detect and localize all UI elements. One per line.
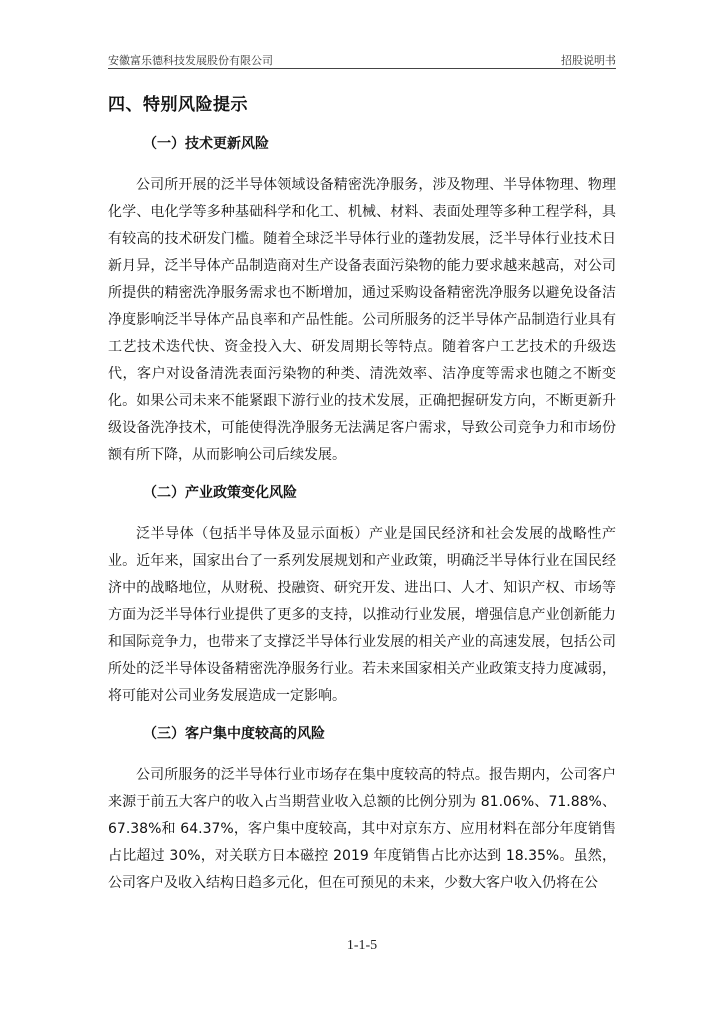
subsection-title-policy-risk: （二）产业政策变化风险 xyxy=(143,485,297,501)
header-document-type: 招股说明书 xyxy=(561,54,616,67)
section-title: 四、特别风险提示 xyxy=(108,95,248,115)
subsection-body-policy-risk: 泛半导体（包括半导体及显示面板）产业是国民经济和社会发展的战略性产业。近年来，国家出台了一系列发展规划和产业政策，明确泛半导体行业在国民经济中的战略地位，从财税、投融资、研究开发、进出口、人才、知识产权、市场等方面为泛半导体行业提供了更多的支持，以推动行业发展，增强信息产业创新能力和国际竞争力，也带来了支撑泛半导体行业发展的相关产业的高速发展，包括公司所处的泛半导体设备精密洗净服务行业。若未来国家相关产业政策支持力度减弱，将可能对公司业务发展造成一定影响。 xyxy=(108,526,616,704)
page-number: 1-1-5 xyxy=(346,938,378,953)
subsection-body-technology-risk: 公司所开展的泛半导体领域设备精密洗净服务，涉及物理、半导体物理、物理化学、电化学等多种基础科学和化工、机械、材料、表面处理等多种工程学科，具有较高的技术研发门槛。随着全球泛半导体行业的蓬勃发展，泛半导体行业技术日新月异，泛半导体产品制造商对生产设备表面污染物的能力要求越来越高，对公司所提供的精密洗净服务需求也不断增加，通过采购设备精密洗净服务以避免设备洁净度影响泛半导体产品良率和产品性能。公司所服务的泛半导体产品制造行业具有工艺技术迭代快、资金投入大、研发周期长等特点。随着客户工艺技术的升级迭代，客户对设备清洗表面污染物的种类、清洗效率、洁净度等需求也随之不断变化。如果公司未来不能紧跟下游行业的技术发展，正确把握研发方向，不断更新升级设备洗净技术，可能使得洗净服务无法满足客户需求，导致公司竞争力和市场份额有所下降，从而影响公司后续发展。 xyxy=(108,177,616,463)
subsection-body-customer-concentration-risk: 公司所服务的泛半导体行业市场存在集中度较高的特点。报告期内，公司客户来源于前五大客户的收入占当期营业收入总额的比例分别为 81.06%、71.88%、67.38%和 64.37%，客户集中度较高，其中对京东方、应用材料在部分年度销售占比超过 30%，对关联方日本磁控 2019 年度销售占比亦达到 18.35%。虽然，公司客户及收入结构日趋多元化，但在可预见的未来，少数大客户收入仍将在公 xyxy=(108,767,616,891)
header-company-name: 安徽富乐德科技发展股份有限公司 xyxy=(108,54,273,67)
subsection-title-technology-risk: （一）技术更新风险 xyxy=(143,136,269,152)
subsection-title-customer-concentration-risk: （三）客户集中度较高的风险 xyxy=(143,726,325,742)
page-content xyxy=(108,92,616,897)
header-divider xyxy=(108,68,616,69)
